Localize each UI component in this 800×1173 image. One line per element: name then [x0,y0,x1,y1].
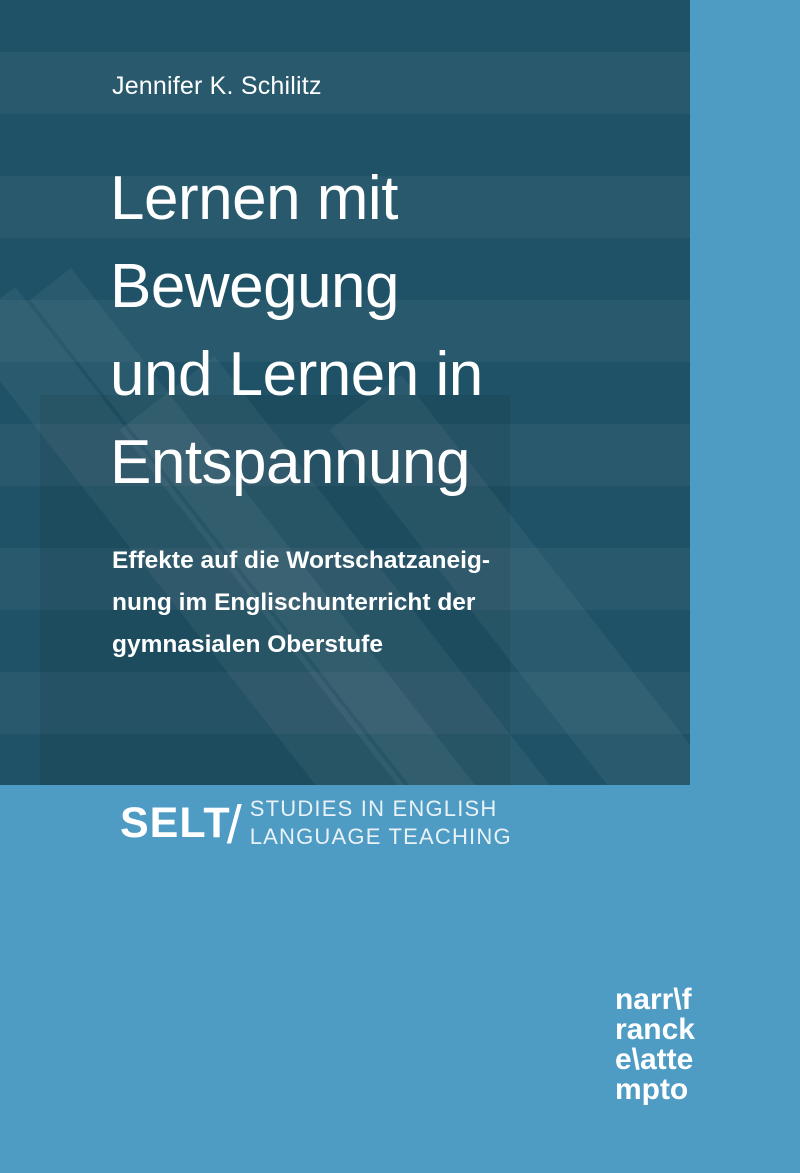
series-name-line1: STUDIES IN ENGLISH [249,796,498,821]
title-line: Bewegung [110,252,400,321]
subtitle-line: nung im Englischunterricht der [112,589,476,616]
title-line: und Lernen in [110,340,483,409]
book-title [110,155,670,507]
subtitle-line: gymnasialen Oberstufe [112,631,383,658]
title-line: Entspannung [110,428,470,497]
title-line: Lernen mit [110,164,398,233]
subtitle-line: Effekte auf die Wortschatzaneig- [112,547,491,574]
book-subtitle [112,540,592,666]
publisher-logo [615,985,695,1105]
series-slash-icon: / [226,795,242,855]
publisher-line3: e\atte [614,1043,694,1076]
publisher-line2: ranck [614,1013,695,1046]
publisher-line4: mpto [614,1073,689,1106]
series-name-line2: LANGUAGE TEACHING [249,824,512,849]
series-logo [120,795,512,855]
series-acronym: SELT [120,798,231,847]
decorative-band [0,52,690,114]
publisher-line1: narr\f [614,983,692,1016]
series-name [250,795,512,851]
author-name: Jennifer K. Schilitz [112,72,322,100]
